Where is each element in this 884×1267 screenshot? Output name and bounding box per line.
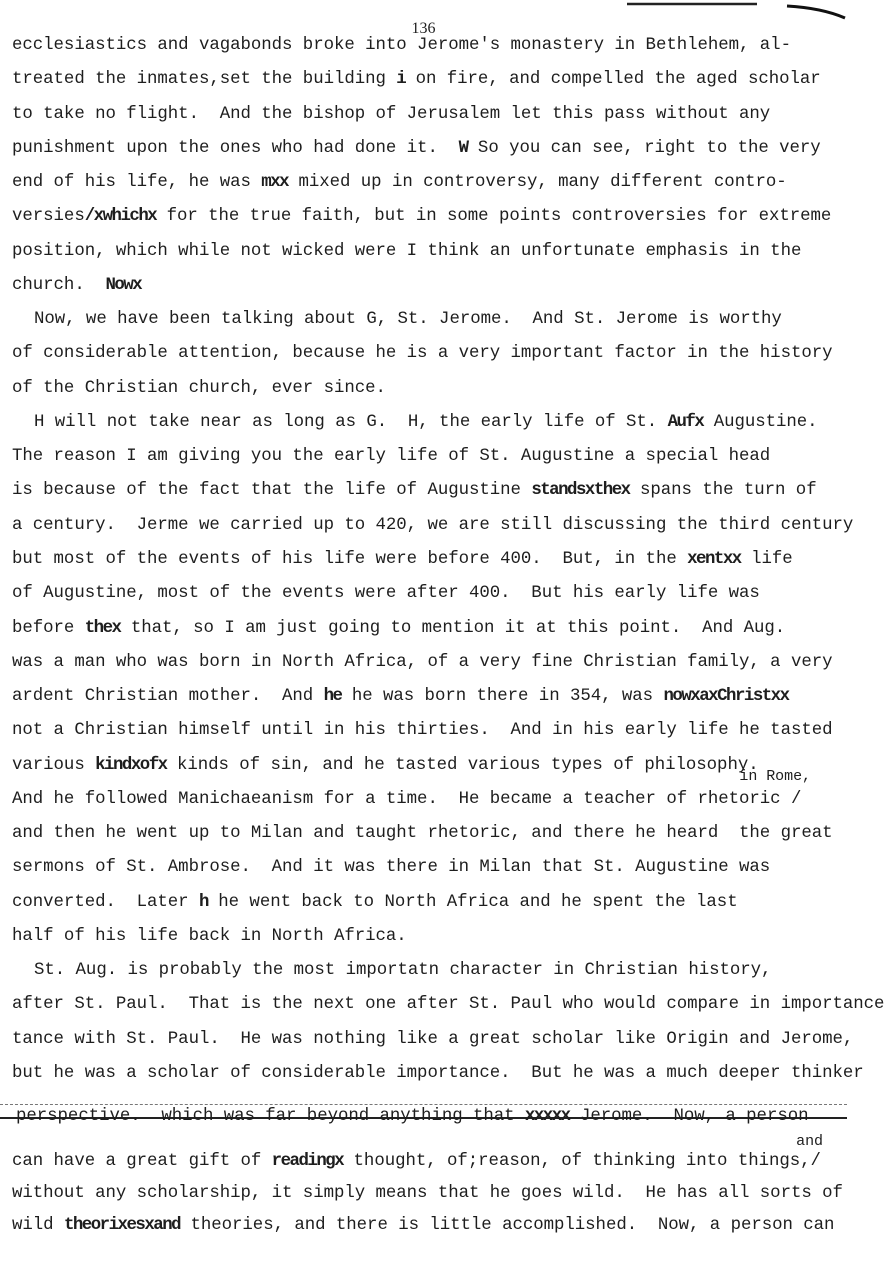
text-segment: St. Aug. is probably the most importatn character in Christian history,: [34, 961, 772, 981]
text-segment: Augustine.: [703, 412, 818, 432]
text-line: [16, 1100, 809, 1134]
text-segment: versies: [12, 207, 85, 227]
text-segment: various: [12, 755, 96, 775]
text-line: [12, 474, 847, 508]
struck-out-text: W: [458, 138, 468, 158]
text-segment: a century. Jerme we carried up to 420, we are still discussing the third century: [12, 515, 854, 535]
struck-out-text: xentxx: [687, 549, 741, 569]
text-segment: And he followed Manichaeanism for a time. He became a teacher of rhetoric /: [12, 789, 802, 809]
text-line: [12, 269, 847, 303]
text-line: [12, 166, 847, 200]
text-line: [12, 440, 847, 474]
cut-off-line: [0, 1107, 847, 1131]
struck-out-text: xxxxx: [524, 1107, 570, 1126]
text-segment: was a man who was born in North Africa, of a very fine Christian family, a very: [12, 652, 833, 672]
text-segment: of the Christian church, ever since.: [12, 378, 386, 398]
text-segment: that, so I am just going to mention it at this point. And Aug.: [120, 618, 786, 638]
text-segment: H will not take near as long as G. H, the early life of St.: [34, 412, 668, 432]
text-line: [12, 372, 847, 406]
struck-out-text: h: [198, 892, 208, 912]
text-line: [12, 577, 847, 611]
text-line: [12, 851, 847, 885]
text-line: [12, 509, 854, 543]
text-segment: position, which while not wicked were I think an unfortunate emphasis in the: [12, 241, 802, 261]
text-segment: punishment upon the ones who had done it.: [12, 138, 459, 158]
text-segment: on fire, and compelled the aged scholar: [405, 70, 821, 90]
text-line: [12, 543, 847, 577]
struck-out-text: kindxofx: [95, 755, 167, 775]
text-line: [12, 337, 847, 371]
text-segment: before: [12, 618, 85, 638]
struck-out-text: readingx: [271, 1152, 344, 1171]
text-line: [12, 1023, 854, 1057]
text-segment: of considerable attention, because he is a very important factor in the history: [12, 344, 833, 364]
text-segment: converted. Later: [12, 892, 199, 912]
struck-out-text: thex: [84, 618, 121, 638]
text-segment: sermons of St. Ambrose. And it was there in Milan that St. Augustine was: [12, 858, 771, 878]
text-segment: is because of the fact that the life of Augustine: [12, 481, 532, 501]
text-segment: end of his life, he was: [12, 173, 262, 193]
text-segment: but most of the events of his life were before 400. But, in the: [12, 549, 688, 569]
text-segment: perspective. which was far beyond anything that: [16, 1107, 525, 1126]
text-segment: of Augustine, most of the events were after 400. But his early life was: [12, 584, 760, 604]
text-line: [12, 1057, 864, 1091]
text-segment: kinds of sin, and he tasted various types of philosophy.: [166, 755, 759, 775]
text-line: [12, 680, 847, 714]
text-line: [12, 98, 847, 132]
text-line: [12, 63, 847, 97]
text-line: [12, 1210, 847, 1242]
text-segment: and then he went up to Milan and taught rhetoric, and there he heard the great: [12, 824, 833, 844]
text-line: [12, 988, 884, 1022]
text-segment: tance with St. Paul. He was nothing like a great scholar like Origin and Jerome,: [12, 1029, 854, 1049]
text-line: [12, 200, 847, 234]
text-line: [12, 235, 847, 269]
text-segment: So you can see, right to the very: [467, 138, 821, 158]
struck-out-text: /xwhichx: [84, 207, 157, 227]
struck-out-text: he: [323, 687, 342, 707]
text-line: [12, 954, 847, 988]
text-line: [12, 406, 847, 440]
text-line: [12, 1133, 847, 1178]
text-segment: half of his life back in North Africa.: [12, 926, 407, 946]
text-line: [12, 920, 847, 954]
struck-out-text: i: [396, 70, 406, 90]
continuation-text: [12, 1133, 847, 1242]
text-line: [12, 714, 847, 748]
struck-out-text: Nowx: [105, 275, 142, 295]
text-segment: church.: [12, 275, 106, 295]
text-line: [12, 749, 847, 783]
text-line: [12, 767, 847, 817]
text-segment: Jerome. Now, a person: [569, 1107, 809, 1126]
text-segment: ardent Christian mother. And: [12, 687, 324, 707]
text-line: [12, 1178, 847, 1210]
text-segment: The reason I am giving you the early life of St. Augustine a special head: [12, 447, 771, 467]
text-segment: life: [740, 549, 793, 569]
struck-out-text: theorixesxand: [63, 1216, 181, 1235]
text-line: [12, 886, 847, 920]
text-segment: spans the turn of: [629, 481, 817, 501]
text-segment: can have a great gift of: [12, 1152, 272, 1171]
text-line: [12, 132, 847, 166]
text-line: [12, 646, 847, 680]
handwritten-mark-icon: [607, 0, 847, 20]
text-line: [12, 29, 847, 63]
text-segment: ecclesiastics and vagabonds broke into Jerome's monastery in Bethlehem, al-: [12, 36, 791, 55]
text-segment: he was born there in 354, was: [341, 687, 664, 707]
text-segment: mixed up in controversy, many different contro-: [288, 173, 787, 193]
text-line: [12, 612, 847, 646]
text-segment: without any scholarship, it simply means that he goes wild. He has all sorts of: [12, 1184, 843, 1203]
page-number: 136: [411, 20, 436, 37]
text-segment: for the true faith, but in some points controversies for extreme: [156, 207, 832, 227]
text-line: [12, 817, 847, 851]
text-segment: Now, we have been talking about G, St. Jerome. And St. Jerome is worthy: [34, 310, 782, 330]
document-body: [12, 29, 884, 1091]
text-segment: wild: [12, 1216, 64, 1235]
text-segment: theories, and there is little accomplished. Now, a person can: [180, 1216, 835, 1235]
struck-out-text: nowxaxChristxx: [663, 687, 789, 707]
struck-out-text: mxx: [261, 173, 289, 193]
text-line: [12, 303, 847, 337]
handwritten-insertion: and: [796, 1133, 823, 1150]
handwritten-insertion: in Rome,: [739, 767, 811, 785]
text-segment: thought, of;reason, of thinking into things,/: [343, 1152, 821, 1171]
struck-out-text: Aufx: [667, 412, 704, 432]
struck-out-text: standsxthex: [531, 481, 630, 501]
text-segment: to take no flight. And the bishop of Jerusalem let this pass without any: [12, 104, 771, 124]
text-segment: treated the inmates,set the building: [12, 70, 397, 90]
text-segment: he went back to North Africa and he spent the last: [207, 892, 738, 912]
text-segment: after St. Paul. That is the next one after St. Paul who would compare in importance: [12, 995, 884, 1015]
text-segment: but he was a scholar of considerable importance. But he was a much deeper thinker: [12, 1063, 864, 1083]
text-segment: not a Christian himself until in his thirties. And in his early life he tasted: [12, 721, 833, 741]
